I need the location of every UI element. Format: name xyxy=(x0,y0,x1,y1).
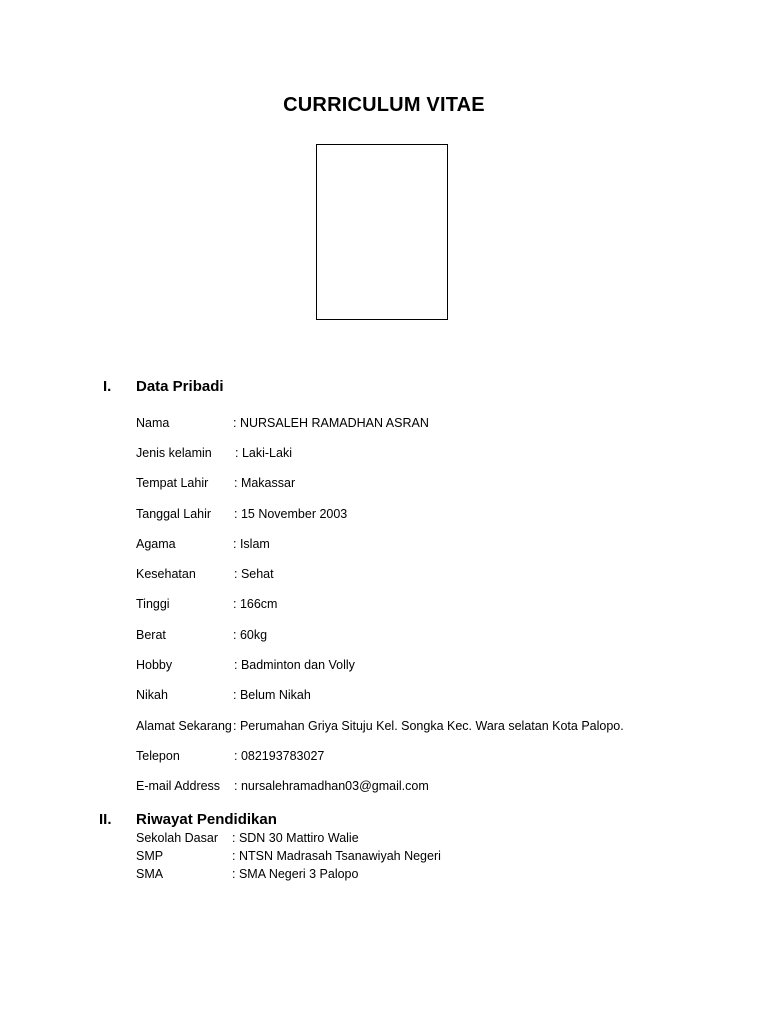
education-value: : SDN 30 Mattiro Walie xyxy=(232,831,359,845)
education-label: Sekolah Dasar xyxy=(136,831,218,845)
info-label: Alamat Sekarang xyxy=(136,719,232,733)
info-value: : NURSALEH RAMADHAN ASRAN xyxy=(233,416,429,430)
info-label: Tempat Lahir xyxy=(136,476,209,490)
info-label: Nama xyxy=(136,416,170,430)
info-label: Kesehatan xyxy=(136,567,196,581)
cv-title: CURRICULUM VITAE xyxy=(283,94,485,116)
education-value: : SMA Negeri 3 Palopo xyxy=(232,867,359,881)
info-label: Agama xyxy=(136,537,176,551)
info-value: : Perumahan Griya Situju Kel. Songka Kec. Wara selatan Kota Palopo. xyxy=(233,719,624,733)
info-value: : 60kg xyxy=(233,628,268,642)
info-value: : 166cm xyxy=(233,597,278,611)
info-value: : 15 November 2003 xyxy=(234,507,348,521)
info-value: : Sehat xyxy=(234,567,274,581)
info-value: : Makassar xyxy=(234,476,296,490)
education-label: SMP xyxy=(136,849,164,863)
info-label: Tanggal Lahir xyxy=(136,507,212,521)
info-label: Jenis kelamin xyxy=(136,446,212,460)
info-value: : 082193783027 xyxy=(234,749,325,763)
info-value: : nursalehramadhan03@gmail.com xyxy=(234,779,429,793)
education-label: SMA xyxy=(136,867,164,881)
info-label: Berat xyxy=(136,628,166,642)
section-number: I. xyxy=(103,378,112,395)
info-value: : Islam xyxy=(233,537,270,551)
section-heading: Riwayat Pendidikan xyxy=(136,811,277,828)
info-label: Telepon xyxy=(136,749,180,763)
section-heading: Data Pribadi xyxy=(136,378,224,395)
info-value: : Belum Nikah xyxy=(233,688,311,702)
info-label: Hobby xyxy=(136,658,173,672)
info-label: Nikah xyxy=(136,688,168,702)
info-label: E-mail Address xyxy=(136,779,221,793)
section-number: II. xyxy=(99,811,112,828)
photo-placeholder xyxy=(316,144,448,320)
education-value: : NTSN Madrasah Tsanawiyah Negeri xyxy=(232,849,441,863)
info-label: Tinggi xyxy=(136,597,170,611)
info-value: : Laki-Laki xyxy=(235,446,292,460)
info-value: : Badminton dan Volly xyxy=(234,658,355,672)
